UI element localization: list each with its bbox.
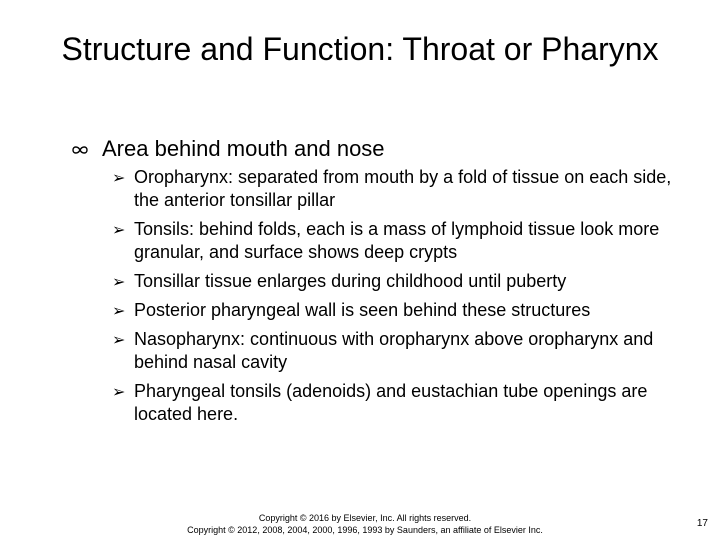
- arrowhead-bullet-icon: ➢: [112, 274, 126, 291]
- main-bullet-text: Area behind mouth and nose: [102, 136, 385, 161]
- page-number: 17: [696, 518, 708, 529]
- sub-bullet-list: [112, 166, 682, 432]
- arrowhead-bullet-icon: ➢: [112, 222, 126, 239]
- infinity-bullet-icon: [72, 144, 88, 156]
- list-item: ➢ Nasopharynx: continuous with oropharynx above oropharynx and behind nasal cavity: [112, 329, 654, 372]
- list-item: ➢ Oropharynx: separated from mouth by a fold of tissue on each side, the anterior tonsillar pillar: [112, 167, 672, 210]
- list-item: ➢ Tonsils: behind folds, each is a mass of lymphoid tissue look more granular, and surface shows deep crypts: [112, 219, 660, 262]
- arrowhead-bullet-icon: ➢: [112, 303, 126, 320]
- arrowhead-bullet-icon: ➢: [112, 332, 126, 349]
- arrowhead-bullet-icon: ➢: [112, 384, 126, 401]
- copyright-footer: [140, 512, 590, 536]
- arrowhead-bullet-icon: ➢: [112, 170, 126, 187]
- list-item: ➢ Tonsillar tissue enlarges during childhood until puberty: [112, 270, 682, 293]
- copyright-line-1: Copyright © 2016 by Elsevier, Inc. All rights reserved.: [258, 513, 472, 523]
- slide-title: Structure and Function: Throat or Pharynx: [61, 31, 659, 67]
- list-item: ➢ Posterior pharyngeal wall is seen behind these structures: [112, 299, 682, 322]
- list-item: ➢ Pharyngeal tonsils (adenoids) and eustachian tube openings are located here.: [112, 381, 648, 424]
- copyright-line-2: Copyright © 2012, 2008, 2004, 2000, 1996, 1993 by Saunders, an affiliate of Elsevier Inc.: [187, 525, 543, 535]
- main-bullet: [72, 134, 385, 164]
